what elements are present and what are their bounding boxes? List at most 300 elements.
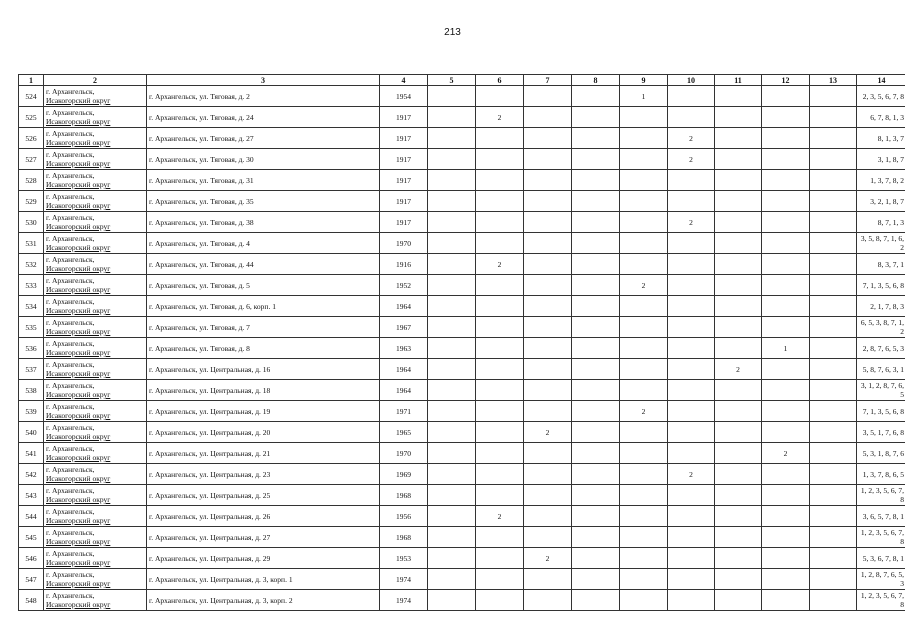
address-cell: г. Архангельск, ул. Тяговая, д. 44 <box>147 254 380 275</box>
col-11-cell <box>715 443 762 464</box>
row-number-cell: 541 <box>19 443 44 464</box>
year-cell: 1965 <box>380 422 428 443</box>
col-7-cell <box>524 128 572 149</box>
district-okrug: Исакогорский округ <box>46 264 111 273</box>
district-city: г. Архангельск, <box>46 339 95 348</box>
codes-cell: 2, 3, 5, 6, 7, 8 <box>857 86 905 107</box>
codes-cell: 3, 1, 8, 7 <box>857 149 905 170</box>
col-12-cell <box>762 296 810 317</box>
address-cell: г. Архангельск, ул. Центральная, д. 16 <box>147 359 380 380</box>
col-13-cell <box>810 443 857 464</box>
district-okrug: Исакогорский округ <box>46 117 111 126</box>
codes-cell: 7, 1, 3, 5, 6, 8 <box>857 401 905 422</box>
col-13-cell <box>810 149 857 170</box>
col-9-cell <box>620 296 668 317</box>
col-10-cell <box>668 338 715 359</box>
year-cell: 1953 <box>380 548 428 569</box>
col-9-cell <box>620 548 668 569</box>
row-number-cell: 544 <box>19 506 44 527</box>
col-9-cell: 2 <box>620 275 668 296</box>
col-11-cell <box>715 317 762 338</box>
col-7-cell <box>524 443 572 464</box>
address-cell: г. Архангельск, ул. Тяговая, д. 4 <box>147 233 380 254</box>
col-5-cell <box>428 527 476 548</box>
district-okrug: Исакогорский округ <box>46 243 111 252</box>
col-11-cell <box>715 569 762 590</box>
table-row <box>19 254 905 275</box>
col-13-cell <box>810 212 857 233</box>
col-8-cell <box>572 86 620 107</box>
col-6-cell <box>476 191 524 212</box>
col-12-cell <box>762 233 810 254</box>
col-7-cell <box>524 86 572 107</box>
col-9-cell <box>620 464 668 485</box>
table-row <box>19 86 905 107</box>
col-8-cell <box>572 233 620 254</box>
col-13-cell <box>810 296 857 317</box>
col-7-cell <box>524 191 572 212</box>
address-cell: г. Архангельск, ул. Тяговая, д. 30 <box>147 149 380 170</box>
district-okrug: Исакогорский округ <box>46 495 111 504</box>
col-9-cell: 1 <box>620 86 668 107</box>
col-5-cell <box>428 254 476 275</box>
col-11-cell <box>715 128 762 149</box>
district-cell <box>44 527 147 548</box>
col-10-cell <box>668 422 715 443</box>
col-8-cell <box>572 254 620 275</box>
col-7-cell <box>524 590 572 611</box>
col-5-cell <box>428 296 476 317</box>
address-cell: г. Архангельск, ул. Тяговая, д. 7 <box>147 317 380 338</box>
district-cell <box>44 275 147 296</box>
table-row <box>19 443 905 464</box>
table-row <box>19 590 905 611</box>
col-12-cell <box>762 422 810 443</box>
address-cell: г. Архангельск, ул. Тяговая, д. 8 <box>147 338 380 359</box>
row-number-cell: 546 <box>19 548 44 569</box>
year-cell: 1964 <box>380 296 428 317</box>
district-city: г. Архангельск, <box>46 570 95 579</box>
col-5-cell <box>428 443 476 464</box>
district-okrug: Исакогорский округ <box>46 411 111 420</box>
col-6-cell: 2 <box>476 254 524 275</box>
col-10-cell <box>668 590 715 611</box>
district-okrug: Исакогорский округ <box>46 558 111 567</box>
col-9-cell <box>620 380 668 401</box>
col-6-cell <box>476 149 524 170</box>
col-13-cell <box>810 401 857 422</box>
district-okrug: Исакогорский округ <box>46 453 111 462</box>
year-cell: 1964 <box>380 380 428 401</box>
col-6-cell <box>476 443 524 464</box>
col-11-cell <box>715 107 762 128</box>
district-okrug: Исакогорский округ <box>46 96 111 105</box>
address-cell: г. Архангельск, ул. Центральная, д. 29 <box>147 548 380 569</box>
col-9-cell <box>620 590 668 611</box>
col-11-cell <box>715 275 762 296</box>
col-5-cell <box>428 317 476 338</box>
codes-cell: 3, 5, 1, 7, 6, 8 <box>857 422 905 443</box>
row-number-cell: 531 <box>19 233 44 254</box>
col-12-cell <box>762 569 810 590</box>
col-7-cell <box>524 149 572 170</box>
header-col-8: 8 <box>572 75 620 86</box>
col-11-cell <box>715 338 762 359</box>
header-col-7: 7 <box>524 75 572 86</box>
col-6-cell <box>476 338 524 359</box>
col-5-cell <box>428 212 476 233</box>
district-city: г. Архангельск, <box>46 402 95 411</box>
row-number-cell: 547 <box>19 569 44 590</box>
col-6-cell <box>476 170 524 191</box>
address-cell: г. Архангельск, ул. Центральная, д. 3, корп. 2 <box>147 590 380 611</box>
col-12-cell <box>762 380 810 401</box>
col-9-cell <box>620 191 668 212</box>
header-col-11: 11 <box>715 75 762 86</box>
col-10-cell <box>668 443 715 464</box>
header-col-4: 4 <box>380 75 428 86</box>
address-cell: г. Архангельск, ул. Центральная, д. 21 <box>147 443 380 464</box>
col-9-cell: 2 <box>620 401 668 422</box>
year-cell: 1968 <box>380 527 428 548</box>
codes-cell: 1, 2, 8, 7, 6, 5, 3 <box>857 569 905 590</box>
col-11-cell <box>715 86 762 107</box>
district-cell <box>44 443 147 464</box>
address-cell: г. Архангельск, ул. Тяговая, д. 27 <box>147 128 380 149</box>
col-7-cell <box>524 380 572 401</box>
col-12-cell <box>762 212 810 233</box>
codes-cell: 6, 7, 8, 1, 3 <box>857 107 905 128</box>
year-cell: 1967 <box>380 317 428 338</box>
col-7-cell <box>524 107 572 128</box>
table-row <box>19 548 905 569</box>
district-okrug: Исакогорский округ <box>46 138 111 147</box>
col-5-cell <box>428 590 476 611</box>
codes-cell: 7, 1, 3, 5, 6, 8 <box>857 275 905 296</box>
col-7-cell <box>524 464 572 485</box>
col-10-cell <box>668 485 715 506</box>
col-9-cell <box>620 569 668 590</box>
district-okrug: Исакогорский округ <box>46 432 111 441</box>
col-13-cell <box>810 548 857 569</box>
table-row <box>19 233 905 254</box>
col-7-cell <box>524 338 572 359</box>
row-number-cell: 525 <box>19 107 44 128</box>
codes-cell: 3, 2, 1, 8, 7 <box>857 191 905 212</box>
col-13-cell <box>810 128 857 149</box>
col-12-cell <box>762 506 810 527</box>
col-11-cell <box>715 233 762 254</box>
col-11-cell <box>715 422 762 443</box>
col-11-cell <box>715 464 762 485</box>
col-6-cell <box>476 212 524 233</box>
district-okrug: Исакогорский округ <box>46 516 111 525</box>
col-9-cell <box>620 443 668 464</box>
col-6-cell <box>476 317 524 338</box>
col-11-cell <box>715 191 762 212</box>
col-5-cell <box>428 275 476 296</box>
year-cell: 1917 <box>380 170 428 191</box>
col-9-cell <box>620 107 668 128</box>
col-12-cell: 2 <box>762 443 810 464</box>
col-7-cell <box>524 170 572 191</box>
col-12-cell <box>762 275 810 296</box>
row-number-cell: 529 <box>19 191 44 212</box>
col-6-cell <box>476 548 524 569</box>
codes-cell: 2, 8, 7, 6, 5, 3 <box>857 338 905 359</box>
col-13-cell <box>810 506 857 527</box>
address-cell: г. Архангельск, ул. Тяговая, д. 24 <box>147 107 380 128</box>
col-8-cell <box>572 527 620 548</box>
district-okrug: Исакогорский округ <box>46 474 111 483</box>
address-cell: г. Архангельск, ул. Тяговая, д. 5 <box>147 275 380 296</box>
district-okrug: Исакогорский округ <box>46 306 111 315</box>
district-city: г. Архангельск, <box>46 213 95 222</box>
col-10-cell <box>668 506 715 527</box>
district-okrug: Исакогорский округ <box>46 285 111 294</box>
row-number-cell: 536 <box>19 338 44 359</box>
col-10-cell <box>668 254 715 275</box>
district-cell <box>44 296 147 317</box>
codes-cell: 1, 2, 3, 5, 6, 7, 8 <box>857 527 905 548</box>
col-12-cell <box>762 254 810 275</box>
col-12-cell <box>762 590 810 611</box>
col-6-cell <box>476 275 524 296</box>
address-cell: г. Архангельск, ул. Тяговая, д. 2 <box>147 86 380 107</box>
col-12-cell: 1 <box>762 338 810 359</box>
year-cell: 1974 <box>380 569 428 590</box>
col-8-cell <box>572 128 620 149</box>
col-8-cell <box>572 548 620 569</box>
row-number-cell: 540 <box>19 422 44 443</box>
table-row <box>19 401 905 422</box>
col-5-cell <box>428 359 476 380</box>
district-city: г. Архангельск, <box>46 318 95 327</box>
codes-cell: 1, 2, 3, 5, 6, 7, 8 <box>857 485 905 506</box>
col-7-cell: 2 <box>524 422 572 443</box>
year-cell: 1974 <box>380 590 428 611</box>
col-11-cell <box>715 548 762 569</box>
district-city: г. Архангельск, <box>46 276 95 285</box>
col-6-cell <box>476 380 524 401</box>
district-cell <box>44 590 147 611</box>
col-9-cell <box>620 422 668 443</box>
col-10-cell <box>668 107 715 128</box>
col-10-cell <box>668 191 715 212</box>
col-10-cell <box>668 275 715 296</box>
col-5-cell <box>428 422 476 443</box>
address-cell: г. Архангельск, ул. Тяговая, д. 38 <box>147 212 380 233</box>
district-cell <box>44 128 147 149</box>
district-city: г. Архангельск, <box>46 465 95 474</box>
col-7-cell <box>524 359 572 380</box>
district-okrug: Исакогорский округ <box>46 369 111 378</box>
district-cell <box>44 317 147 338</box>
codes-cell: 1, 3, 7, 8, 6, 5 <box>857 464 905 485</box>
header-col-2: 2 <box>44 75 147 86</box>
district-city: г. Архангельск, <box>46 549 95 558</box>
header-col-14: 14 <box>857 75 905 86</box>
col-13-cell <box>810 317 857 338</box>
district-cell <box>44 254 147 275</box>
col-13-cell <box>810 233 857 254</box>
district-cell <box>44 569 147 590</box>
col-8-cell <box>572 590 620 611</box>
col-10-cell <box>668 170 715 191</box>
col-6-cell <box>476 590 524 611</box>
address-cell: г. Архангельск, ул. Тяговая, д. 31 <box>147 170 380 191</box>
col-9-cell <box>620 359 668 380</box>
row-number-cell: 542 <box>19 464 44 485</box>
col-7-cell <box>524 506 572 527</box>
district-city: г. Архангельск, <box>46 528 95 537</box>
district-cell <box>44 464 147 485</box>
col-7-cell: 2 <box>524 548 572 569</box>
col-7-cell <box>524 569 572 590</box>
col-12-cell <box>762 401 810 422</box>
col-6-cell <box>476 401 524 422</box>
col-9-cell <box>620 485 668 506</box>
district-cell <box>44 149 147 170</box>
col-12-cell <box>762 191 810 212</box>
table-row <box>19 275 905 296</box>
year-cell: 1964 <box>380 359 428 380</box>
row-number-cell: 530 <box>19 212 44 233</box>
col-5-cell <box>428 464 476 485</box>
row-number-cell: 543 <box>19 485 44 506</box>
district-cell <box>44 401 147 422</box>
codes-cell: 6, 5, 3, 8, 7, 1, 2 <box>857 317 905 338</box>
row-number-cell: 533 <box>19 275 44 296</box>
district-city: г. Архангельск, <box>46 171 95 180</box>
col-5-cell <box>428 548 476 569</box>
table-row <box>19 380 905 401</box>
district-cell <box>44 422 147 443</box>
row-number-cell: 545 <box>19 527 44 548</box>
col-7-cell <box>524 212 572 233</box>
district-city: г. Архангельск, <box>46 297 95 306</box>
col-8-cell <box>572 275 620 296</box>
col-5-cell <box>428 107 476 128</box>
col-8-cell <box>572 485 620 506</box>
address-cell: г. Архангельск, ул. Центральная, д. 25 <box>147 485 380 506</box>
header-col-1: 1 <box>19 75 44 86</box>
district-city: г. Архангельск, <box>46 486 95 495</box>
col-12-cell <box>762 527 810 548</box>
col-10-cell: 2 <box>668 149 715 170</box>
col-8-cell <box>572 317 620 338</box>
col-5-cell <box>428 191 476 212</box>
col-13-cell <box>810 422 857 443</box>
year-cell: 1954 <box>380 86 428 107</box>
col-11-cell <box>715 380 762 401</box>
col-10-cell <box>668 401 715 422</box>
col-8-cell <box>572 170 620 191</box>
col-10-cell <box>668 359 715 380</box>
col-8-cell <box>572 443 620 464</box>
col-7-cell <box>524 485 572 506</box>
district-cell <box>44 233 147 254</box>
district-okrug: Исакогорский округ <box>46 222 111 231</box>
header-col-5: 5 <box>428 75 476 86</box>
col-13-cell <box>810 338 857 359</box>
col-8-cell <box>572 380 620 401</box>
year-cell: 1968 <box>380 485 428 506</box>
district-cell <box>44 506 147 527</box>
col-12-cell <box>762 128 810 149</box>
district-cell <box>44 485 147 506</box>
col-12-cell <box>762 107 810 128</box>
col-8-cell <box>572 422 620 443</box>
table-row <box>19 191 905 212</box>
year-cell: 1917 <box>380 149 428 170</box>
col-11-cell <box>715 527 762 548</box>
district-okrug: Исакогорский округ <box>46 348 111 357</box>
col-13-cell <box>810 485 857 506</box>
district-city: г. Архангельск, <box>46 507 95 516</box>
district-city: г. Архангельск, <box>46 255 95 264</box>
col-13-cell <box>810 380 857 401</box>
district-okrug: Исакогорский округ <box>46 537 111 546</box>
col-6-cell <box>476 485 524 506</box>
col-11-cell <box>715 170 762 191</box>
district-city: г. Архангельск, <box>46 360 95 369</box>
col-12-cell <box>762 359 810 380</box>
col-13-cell <box>810 464 857 485</box>
col-13-cell <box>810 254 857 275</box>
address-cell: г. Архангельск, ул. Тяговая, д. 6, корп. 1 <box>147 296 380 317</box>
year-cell: 1917 <box>380 191 428 212</box>
district-cell <box>44 359 147 380</box>
year-cell: 1971 <box>380 401 428 422</box>
page-number: 213 <box>444 27 461 38</box>
col-13-cell <box>810 275 857 296</box>
col-10-cell: 2 <box>668 464 715 485</box>
year-cell: 1970 <box>380 233 428 254</box>
col-5-cell <box>428 233 476 254</box>
housing-table <box>18 74 905 611</box>
col-5-cell <box>428 128 476 149</box>
col-10-cell <box>668 296 715 317</box>
col-5-cell <box>428 170 476 191</box>
row-number-cell: 537 <box>19 359 44 380</box>
table-row <box>19 359 905 380</box>
district-okrug: Исакогорский округ <box>46 327 111 336</box>
col-8-cell <box>572 569 620 590</box>
header-col-12: 12 <box>762 75 810 86</box>
table-row <box>19 296 905 317</box>
col-7-cell <box>524 317 572 338</box>
address-cell: г. Архангельск, ул. Центральная, д. 19 <box>147 401 380 422</box>
row-number-cell: 538 <box>19 380 44 401</box>
col-9-cell <box>620 338 668 359</box>
col-5-cell <box>428 149 476 170</box>
col-8-cell <box>572 191 620 212</box>
col-5-cell <box>428 506 476 527</box>
district-city: г. Архангельск, <box>46 234 95 243</box>
col-6-cell <box>476 422 524 443</box>
col-6-cell <box>476 296 524 317</box>
year-cell: 1963 <box>380 338 428 359</box>
col-12-cell <box>762 149 810 170</box>
district-city: г. Архангельск, <box>46 423 95 432</box>
col-6-cell <box>476 359 524 380</box>
col-8-cell <box>572 401 620 422</box>
row-number-cell: 534 <box>19 296 44 317</box>
table-row <box>19 212 905 233</box>
row-number-cell: 526 <box>19 128 44 149</box>
col-13-cell <box>810 107 857 128</box>
